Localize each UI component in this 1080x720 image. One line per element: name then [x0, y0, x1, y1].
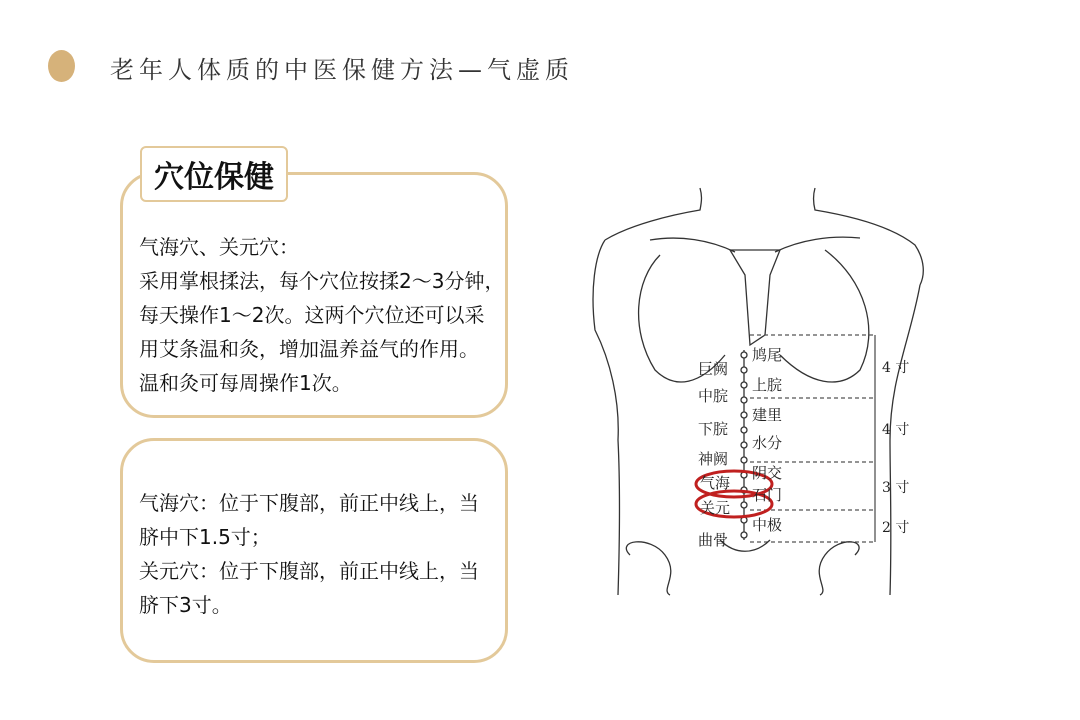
measure-label: 4 寸 [882, 360, 910, 376]
right-label: 建里 [752, 406, 783, 424]
method-line: 用艾条温和灸，增加温养益气的作用。 [139, 337, 479, 361]
sternum [730, 250, 780, 345]
location-line: 脐中下1.5寸； [139, 525, 271, 549]
measure-label: 2 寸 [882, 520, 910, 536]
right-label: 鸠尾 [752, 346, 783, 364]
rib-cage [780, 250, 869, 382]
left-label: 下脘 [698, 420, 729, 438]
torso-outline [593, 240, 619, 595]
measure-label: 4 寸 [882, 422, 910, 438]
right-label: 中极 [752, 516, 783, 534]
torso-outline [890, 285, 920, 595]
pelvis [819, 542, 859, 595]
page-title: 老年人体质的中医保健方法—气虚质 [110, 56, 574, 84]
clavicle [775, 237, 860, 252]
location-text [139, 486, 499, 622]
header-bullet-dot [48, 50, 75, 82]
method-text [139, 230, 505, 400]
method-line: 气海穴、关元穴： [139, 235, 299, 259]
location-line: 关元穴：位于下腹部，前正中线上，当 [139, 559, 479, 583]
right-label: 阴交 [752, 464, 783, 482]
clavicle [650, 238, 735, 252]
location-card [120, 438, 508, 663]
right-label: 上脘 [752, 376, 783, 394]
left-label: 神阙 [698, 450, 729, 468]
left-label: 巨阙 [698, 360, 729, 378]
method-line: 采用掌根揉法，每个穴位按揉2～3分钟， [139, 269, 505, 293]
left-label: 关元 [700, 499, 731, 517]
pelvis [626, 542, 670, 595]
method-line: 温和灸可每周操作1次。 [139, 371, 352, 395]
section-label: 穴位保健 [140, 146, 288, 202]
method-line: 每天操作1～2次。这两个穴位还可以采 [139, 303, 485, 327]
right-label: 水分 [752, 434, 783, 452]
method-card [120, 172, 508, 418]
left-label: 曲骨 [698, 531, 729, 549]
left-label: 中脘 [698, 387, 729, 405]
torso-outline [814, 188, 924, 285]
location-line: 气海穴：位于下腹部，前正中线上，当 [139, 491, 479, 515]
location-line: 脐下3寸。 [139, 593, 232, 617]
right-label: 石门 [752, 486, 783, 504]
torso-outline [605, 188, 702, 240]
acupoint-diagram [590, 180, 930, 610]
measure-label: 3 寸 [882, 480, 910, 496]
left-label: 气海 [700, 474, 731, 492]
